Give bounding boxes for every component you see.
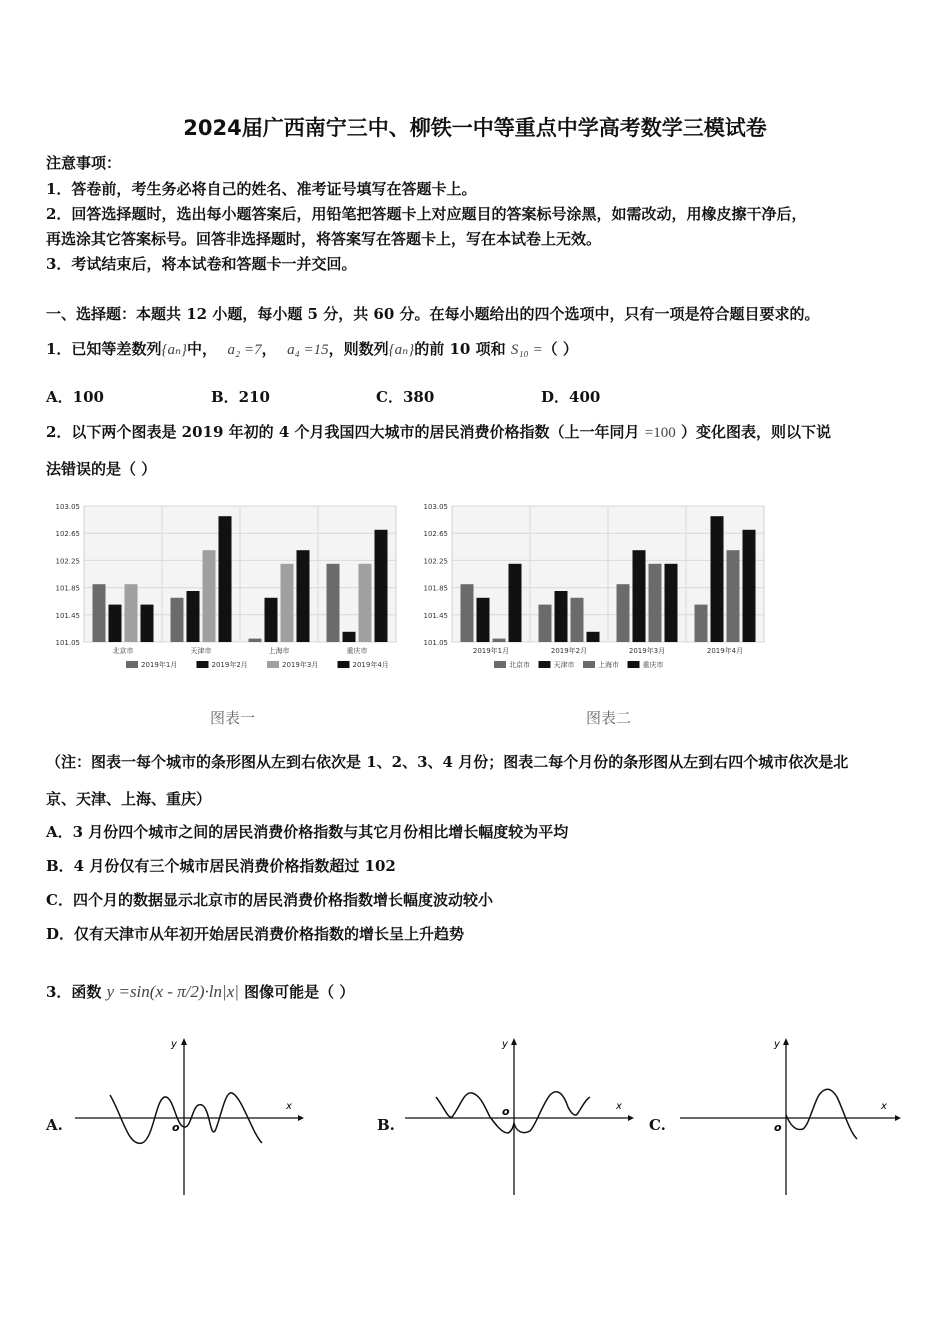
bar [555,591,568,642]
page-title: 2024届广西南宁三中、柳铁一中等重点中学高考数学三模试卷 [183,116,767,140]
bar [141,605,154,642]
bar [327,564,340,642]
bar [695,605,708,642]
question-2 [46,421,831,442]
x-axis-label: x [616,1101,622,1112]
q2-option-d: D．仅有天津市从年初开始居民消费价格指数的增长呈上升趋势 [46,925,465,943]
legend-label: 2019年4月 [352,661,389,669]
notice-heading: 注意事项： [46,154,122,172]
q1-text: ，则数列 [328,340,389,358]
q2-option-b: B．4 月份仅有三个城市居民消费价格指数超过 102 [46,857,396,875]
x-tick-label: 2019年2月 [550,647,588,655]
notice-item: 2．回答选择题时，选出每小题答案后，用铅笔把答题卡上对应题目的答案标号涂黑，如需改动，用橡皮擦干净后， [46,205,807,223]
legend-label: 2019年2月 [211,661,248,669]
y-tick-label: 102.25 [55,557,80,566]
q1-option-a: A．100 [46,388,104,406]
bar [743,530,756,642]
bar [477,598,490,642]
bar [375,530,388,642]
question-1 [46,338,578,359]
bar [493,639,506,642]
x-tick-label: 天津市 [190,647,212,655]
legend-swatch [197,661,209,668]
q3-graph-a [70,1035,305,1200]
q1-text: 的前 10 项和 [414,340,506,358]
chart-1-caption: 图表一 [210,709,256,727]
bar [171,598,184,642]
bar [219,516,232,642]
q3-option-c-label: C. [649,1116,666,1134]
origin-label: o [774,1121,782,1134]
bar [125,584,138,642]
notice-item: 1．答卷前，考生务必将自己的姓名、准考证号填写在答题卡上。 [46,180,477,198]
bar [711,516,724,642]
x-tick-label: 北京市 [112,647,134,655]
legend-swatch [583,661,595,668]
q1-text: （ ） [542,340,578,358]
y-tick-label: 101.85 [423,584,448,593]
y-tick-label: 101.45 [55,611,80,620]
legend-swatch [628,661,640,668]
chart-2-caption: 图表二 [586,709,632,727]
y-tick-label: 101.45 [423,611,448,620]
bar [343,632,356,642]
bar [571,598,584,642]
chart-1 [44,496,404,681]
bar [461,584,474,642]
q1-math: S₁₀ = [510,342,543,358]
q1-math: a₄ =15 [287,342,329,358]
x-axis-label: x [286,1101,292,1112]
q2-option-a: A．3 月份四个城市之间的居民消费价格指数与其它月份相比增长幅度较为平均 [46,823,569,841]
x-tick-label: 2019年4月 [706,647,744,655]
bar [249,639,262,642]
q1-text: 中， [187,340,218,358]
y-tick-label: 103.05 [423,503,448,511]
bar [297,550,310,642]
q1-option-c: C．380 [376,388,435,406]
origin-label: o [172,1121,180,1134]
bar [665,564,678,642]
q3-graph-b [400,1035,635,1200]
chart-2 [412,496,772,681]
x-axis-label: x [881,1101,887,1112]
legend-label: 重庆市 [642,661,664,669]
q2-option-c: C．四个月的数据显示北京市的居民消费价格指数增长幅度波动较小 [46,891,493,909]
y-tick-label: 102.65 [55,530,80,539]
x-axis-arrow [298,1115,304,1121]
question-2-cont: 法错误的是（ ） [46,460,157,478]
bar [539,605,552,642]
bar [265,598,278,642]
origin-label: o [502,1105,510,1118]
legend-swatch [539,661,551,668]
legend-label: 2019年3月 [282,661,319,669]
y-axis-label: y [171,1039,177,1050]
q2-note: （注：图表一每个城市的条形图从左到右依次是 1、2、3、4 月份；图表二每个月份的条形图从左到右四个城市依次是北 [46,753,849,771]
q3-graph-c [675,1035,910,1200]
x-axis-arrow [628,1115,634,1121]
bar [359,564,372,642]
legend-swatch [494,661,506,668]
y-axis-label: y [774,1039,780,1050]
bar [587,632,600,642]
y-axis-arrow [181,1038,187,1045]
y-axis-arrow [511,1038,517,1045]
bar [509,564,522,642]
q3-text: 3．函数 [46,983,102,1001]
q3-formula: y =sin(x - π/2)·ln|x| [106,982,239,1001]
bar [727,550,740,642]
bar [649,564,662,642]
bar [187,591,200,642]
q1-option-d: D．400 [541,388,601,406]
bar [93,584,106,642]
q2-text: 2．以下两个图表是 2019 年初的 4 个月我国四大城市的居民消费价格指数（上一年同月 [46,423,640,441]
q3-option-b-label: B. [377,1116,395,1134]
legend-swatch [126,661,138,668]
legend-label: 天津市 [553,661,575,669]
q1-text: 1．已知等差数列 [46,340,162,358]
y-tick-label: 103.05 [55,503,80,511]
legend-label: 北京市 [509,661,530,669]
legend-swatch [338,661,350,668]
legend-swatch [267,661,279,668]
q1-math: {aₙ} [388,342,415,358]
x-tick-label: 重庆市 [346,647,368,655]
q1-option-b: B．210 [211,388,270,406]
curve [436,1092,590,1133]
q3-option-a-label: A. [46,1116,63,1134]
y-tick-label: 101.05 [55,639,80,647]
q1-text: ， [261,340,277,358]
y-tick-label: 102.25 [423,557,448,566]
x-tick-label: 2019年1月 [472,647,510,655]
y-tick-label: 102.65 [423,530,448,539]
y-tick-label: 101.85 [55,584,80,593]
legend-label: 上海市 [598,661,619,669]
bar [617,584,630,642]
bar [633,550,646,642]
bar [109,605,122,642]
q3-text: 图像可能是（ ） [244,983,355,1001]
notice-item: 3．考试结束后，将本试卷和答题卡一并交回。 [46,255,357,273]
section-heading: 一、选择题：本题共 12 小题，每小题 5 分，共 60 分。在每小题给出的四个选项中，只有一项是符合题目要求的。 [46,305,820,323]
notice-item: 再选涂其它答案标号。回答非选择题时，将答案写在答题卡上，写在本试卷上无效。 [46,230,602,248]
y-axis-label: y [502,1039,508,1050]
y-axis-arrow [783,1038,789,1045]
x-tick-label: 2019年3月 [628,647,666,655]
q2-note-cont: 京、天津、上海、重庆） [46,790,212,808]
x-axis-arrow [895,1115,901,1121]
x-tick-label: 上海市 [268,647,290,655]
q1-math: {aₙ} [161,342,188,358]
legend-label: 2019年1月 [141,661,178,669]
q1-math: a₂ =7 [227,342,262,358]
bar [203,550,216,642]
y-tick-label: 101.05 [423,639,448,647]
q2-math: =100 [644,425,676,441]
curve [786,1089,857,1139]
bar [281,564,294,642]
q2-text: ）变化图表，则以下说 [680,423,831,441]
question-3 [46,981,354,1002]
